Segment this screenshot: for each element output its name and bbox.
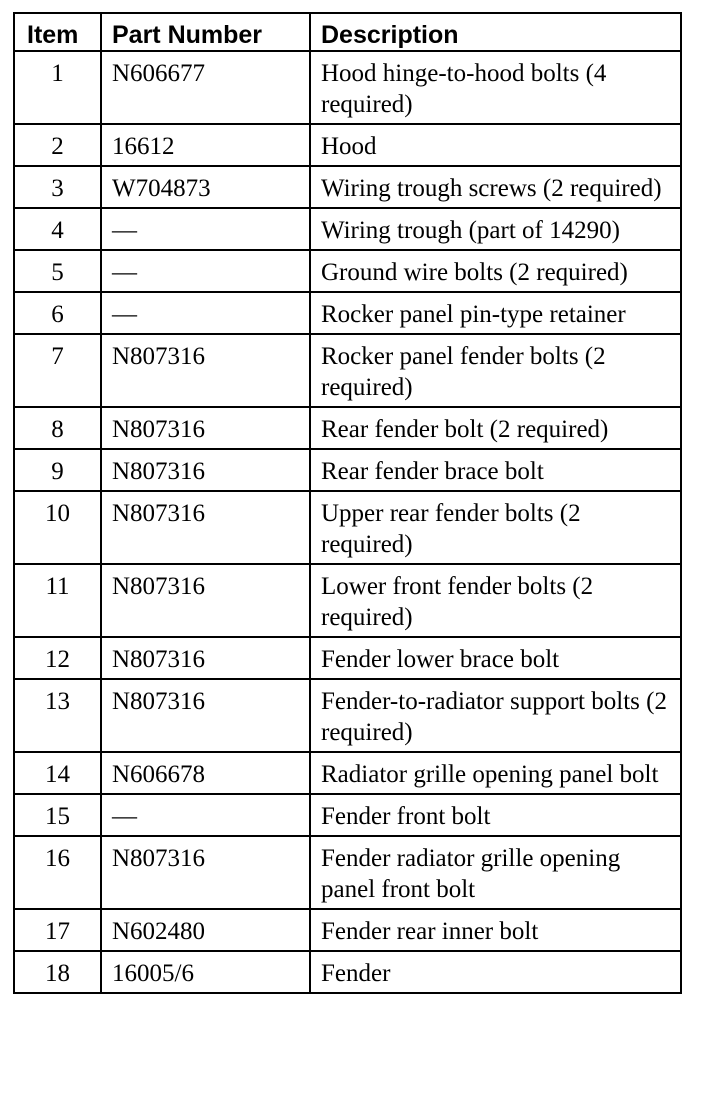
description-cell: Rocker panel pin-type retainer bbox=[310, 292, 681, 334]
description-cell: Fender front bolt bbox=[310, 794, 681, 836]
table-row bbox=[14, 449, 681, 491]
parts-table bbox=[13, 12, 682, 994]
item-cell: 10 bbox=[14, 491, 101, 564]
part-number-cell: N807316 bbox=[101, 679, 310, 752]
part-number-cell: — bbox=[101, 250, 310, 292]
part-number-cell: N807316 bbox=[101, 637, 310, 679]
description-cell: Fender lower brace bolt bbox=[310, 637, 681, 679]
description-cell: Wiring trough screws (2 required) bbox=[310, 166, 681, 208]
item-cell: 13 bbox=[14, 679, 101, 752]
table-row bbox=[14, 951, 681, 993]
description-cell: Fender bbox=[310, 951, 681, 993]
table-row bbox=[14, 334, 681, 407]
item-cell: 11 bbox=[14, 564, 101, 637]
item-cell: 4 bbox=[14, 208, 101, 250]
table-row bbox=[14, 794, 681, 836]
table-row bbox=[14, 208, 681, 250]
table-row bbox=[14, 491, 681, 564]
item-cell: 5 bbox=[14, 250, 101, 292]
item-cell: 1 bbox=[14, 51, 101, 124]
part-number-cell: N807316 bbox=[101, 407, 310, 449]
table-row bbox=[14, 752, 681, 794]
part-number-cell: N606677 bbox=[101, 51, 310, 124]
item-cell: 17 bbox=[14, 909, 101, 951]
part-number-cell: N807316 bbox=[101, 491, 310, 564]
part-number-cell: 16005/6 bbox=[101, 951, 310, 993]
description-cell: Lower front fender bolts (2 required) bbox=[310, 564, 681, 637]
table-row bbox=[14, 564, 681, 637]
description-cell: Rear fender bolt (2 required) bbox=[310, 407, 681, 449]
item-cell: 3 bbox=[14, 166, 101, 208]
description-cell: Wiring trough (part of 14290) bbox=[310, 208, 681, 250]
description-cell: Hood bbox=[310, 124, 681, 166]
description-cell: Fender rear inner bolt bbox=[310, 909, 681, 951]
description-cell: Rocker panel fender bolts (2 required) bbox=[310, 334, 681, 407]
part-number-cell: N807316 bbox=[101, 836, 310, 909]
table-row bbox=[14, 124, 681, 166]
item-cell: 14 bbox=[14, 752, 101, 794]
part-number-cell: W704873 bbox=[101, 166, 310, 208]
description-cell: Upper rear fender bolts (2 required) bbox=[310, 491, 681, 564]
item-cell: 18 bbox=[14, 951, 101, 993]
description-cell: Radiator grille opening panel bolt bbox=[310, 752, 681, 794]
item-cell: 12 bbox=[14, 637, 101, 679]
table-row bbox=[14, 51, 681, 124]
part-number-cell: N602480 bbox=[101, 909, 310, 951]
part-number-cell: N606678 bbox=[101, 752, 310, 794]
item-cell: 2 bbox=[14, 124, 101, 166]
header-item: Item bbox=[14, 13, 101, 51]
table-row bbox=[14, 292, 681, 334]
table-row bbox=[14, 250, 681, 292]
part-number-cell: 16612 bbox=[101, 124, 310, 166]
item-cell: 8 bbox=[14, 407, 101, 449]
header-part-number: Part Number bbox=[101, 13, 310, 51]
description-cell: Rear fender brace bolt bbox=[310, 449, 681, 491]
item-cell: 16 bbox=[14, 836, 101, 909]
description-cell: Fender radiator grille opening panel front bolt bbox=[310, 836, 681, 909]
table-row bbox=[14, 836, 681, 909]
item-cell: 6 bbox=[14, 292, 101, 334]
part-number-cell: N807316 bbox=[101, 449, 310, 491]
table-header-row bbox=[14, 13, 681, 51]
header-description: Description bbox=[310, 13, 681, 51]
part-number-cell: — bbox=[101, 208, 310, 250]
table-row bbox=[14, 407, 681, 449]
part-number-cell: N807316 bbox=[101, 564, 310, 637]
item-cell: 15 bbox=[14, 794, 101, 836]
part-number-cell: — bbox=[101, 292, 310, 334]
table-row bbox=[14, 679, 681, 752]
description-cell: Hood hinge-to-hood bolts (4 required) bbox=[310, 51, 681, 124]
item-cell: 9 bbox=[14, 449, 101, 491]
part-number-cell: N807316 bbox=[101, 334, 310, 407]
description-cell: Ground wire bolts (2 required) bbox=[310, 250, 681, 292]
part-number-cell: — bbox=[101, 794, 310, 836]
description-cell: Fender-to-radiator support bolts (2 required) bbox=[310, 679, 681, 752]
table-row bbox=[14, 166, 681, 208]
item-cell: 7 bbox=[14, 334, 101, 407]
table-row bbox=[14, 637, 681, 679]
table-row bbox=[14, 909, 681, 951]
